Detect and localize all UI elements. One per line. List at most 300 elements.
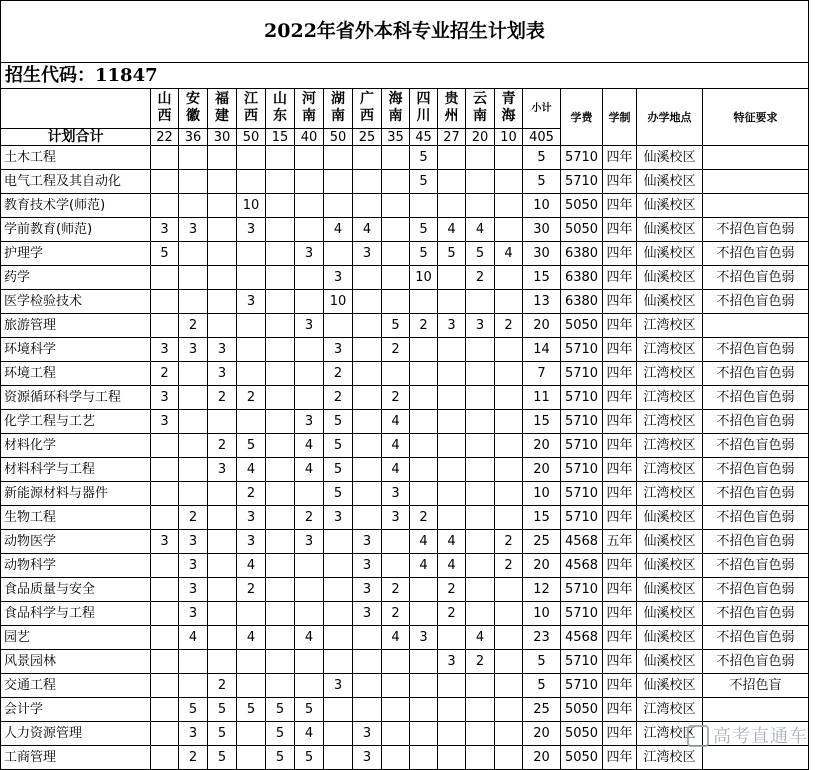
major-name: 交通工程: [1, 674, 151, 698]
province-char-bottom: 西: [360, 108, 374, 124]
province-total: 30: [208, 129, 237, 146]
tuition-cell: 5710: [561, 362, 603, 386]
quota-cell: [324, 650, 353, 674]
quota-cell: [466, 458, 495, 482]
quota-cell: [438, 194, 466, 218]
table-row: [1, 314, 809, 338]
table-row: [1, 242, 809, 266]
quota-cell: [151, 314, 179, 338]
province-header: [237, 89, 266, 129]
quota-cell: [295, 674, 324, 698]
quota-cell: [353, 146, 382, 170]
major-name: 资源循环科学与工程: [1, 386, 151, 410]
quota-cell: [466, 194, 495, 218]
requirement-cell: [703, 194, 809, 218]
quota-cell: 4: [466, 218, 495, 242]
quota-cell: 3: [237, 506, 266, 530]
major-name: 化学工程与工艺: [1, 410, 151, 434]
campus-cell: 仙溪校区: [637, 578, 703, 602]
quota-cell: [151, 602, 179, 626]
quota-cell: [151, 722, 179, 746]
quota-cell: [324, 554, 353, 578]
quota-cell: [438, 146, 466, 170]
quota-cell: [266, 242, 295, 266]
duration-cell: 四年: [603, 314, 637, 338]
quota-cell: [151, 698, 179, 722]
quota-cell: 2: [237, 482, 266, 506]
quota-cell: [237, 146, 266, 170]
subtotal-cell: 15: [523, 506, 561, 530]
province-char-top: 青: [501, 91, 516, 107]
subtotal-cell: 20: [523, 314, 561, 338]
campus-cell: 仙溪校区: [637, 194, 703, 218]
quota-cell: 5: [410, 218, 438, 242]
quota-cell: [266, 194, 295, 218]
quota-cell: [438, 386, 466, 410]
quota-cell: [353, 626, 382, 650]
province-header: [151, 89, 179, 129]
quota-cell: 4: [438, 218, 466, 242]
duration-cell: 四年: [603, 266, 637, 290]
quota-cell: [179, 194, 208, 218]
quota-cell: [179, 650, 208, 674]
table-row: [1, 338, 809, 362]
quota-cell: 4: [237, 626, 266, 650]
quota-cell: [295, 266, 324, 290]
quota-cell: [179, 362, 208, 386]
duration-cell: 四年: [603, 722, 637, 746]
major-name: 医学检验技术: [1, 290, 151, 314]
tuition-cell: 5710: [561, 146, 603, 170]
province-header: [495, 89, 523, 129]
quota-cell: [295, 362, 324, 386]
campus-cell: 江湾校区: [637, 410, 703, 434]
quota-cell: 3: [324, 338, 353, 362]
quota-cell: [324, 314, 353, 338]
requirement-cell: 不招色盲色弱: [703, 242, 809, 266]
quota-cell: [266, 146, 295, 170]
province-char-top: 海: [388, 91, 403, 107]
quota-cell: 4: [410, 530, 438, 554]
tuition-cell: 5050: [561, 218, 603, 242]
quota-cell: [266, 554, 295, 578]
duration-cell: 四年: [603, 482, 637, 506]
duration-cell: 四年: [603, 242, 637, 266]
quota-cell: 2: [237, 386, 266, 410]
quota-cell: [438, 626, 466, 650]
subtotal-cell: 15: [523, 266, 561, 290]
tuition-cell: 6380: [561, 242, 603, 266]
quota-cell: 5: [295, 746, 324, 770]
quota-cell: [324, 722, 353, 746]
duration-cell: 四年: [603, 650, 637, 674]
table-row: [1, 410, 809, 434]
quota-cell: [353, 170, 382, 194]
quota-cell: 2: [466, 266, 495, 290]
province-char-bottom: 西: [157, 108, 172, 124]
province-total: 27: [438, 129, 466, 146]
quota-cell: [466, 362, 495, 386]
quota-cell: [151, 266, 179, 290]
quota-cell: [151, 458, 179, 482]
quota-cell: [208, 554, 237, 578]
requirement-cell: [703, 698, 809, 722]
quota-cell: [495, 458, 523, 482]
duration-cell: 四年: [603, 218, 637, 242]
campus-cell: 仙溪校区: [637, 146, 703, 170]
quota-cell: [151, 170, 179, 194]
quota-cell: 2: [438, 602, 466, 626]
subtotal-cell: 7: [523, 362, 561, 386]
subtotal-cell: 5: [523, 146, 561, 170]
quota-cell: 4: [324, 218, 353, 242]
quota-cell: [382, 530, 410, 554]
duration-cell: 四年: [603, 602, 637, 626]
requirement-cell: 不招色盲色弱: [703, 530, 809, 554]
quota-cell: [266, 338, 295, 362]
quota-cell: [466, 146, 495, 170]
table-row: [1, 530, 809, 554]
quota-cell: 3: [179, 554, 208, 578]
quota-cell: [266, 626, 295, 650]
major-name: 风景园林: [1, 650, 151, 674]
quota-cell: [266, 506, 295, 530]
quota-cell: [266, 410, 295, 434]
watermark-text: 高考直通车: [713, 726, 808, 747]
duration-cell: 四年: [603, 146, 637, 170]
quota-cell: [410, 194, 438, 218]
quota-cell: 3: [353, 746, 382, 770]
quota-cell: 5: [410, 242, 438, 266]
table-row: [1, 362, 809, 386]
major-name: 食品质量与安全: [1, 578, 151, 602]
quota-cell: [495, 290, 523, 314]
quota-cell: 2: [438, 578, 466, 602]
quota-cell: [208, 626, 237, 650]
subtotal-cell: 11: [523, 386, 561, 410]
quota-cell: 5: [324, 482, 353, 506]
province-total: 22: [151, 129, 179, 146]
subtotal-cell: 20: [523, 746, 561, 770]
quota-cell: 2: [179, 506, 208, 530]
quota-cell: [208, 578, 237, 602]
province-header: [179, 89, 208, 129]
province-char-bottom: 南: [388, 108, 403, 124]
quota-cell: [410, 650, 438, 674]
campus-cell: 江湾校区: [637, 434, 703, 458]
quota-cell: [208, 242, 237, 266]
quota-cell: 3: [353, 578, 382, 602]
quota-cell: [382, 554, 410, 578]
campus-cell: 江湾校区: [637, 482, 703, 506]
bus-logo-icon: [687, 725, 709, 747]
quota-cell: 3: [179, 338, 208, 362]
campus-cell: 仙溪校区: [637, 650, 703, 674]
province-char-top: 湖: [331, 91, 345, 107]
quota-cell: [382, 746, 410, 770]
province-char-bottom: 西: [244, 108, 258, 124]
quota-cell: [324, 146, 353, 170]
quota-cell: [353, 698, 382, 722]
quota-cell: [237, 242, 266, 266]
table-row: [1, 218, 809, 242]
province-total: 50: [324, 129, 353, 146]
quota-cell: 2: [410, 314, 438, 338]
major-name: 食品科学与工程: [1, 602, 151, 626]
quota-cell: [353, 434, 382, 458]
quota-cell: 3: [179, 530, 208, 554]
quota-cell: 3: [237, 530, 266, 554]
quota-cell: [295, 194, 324, 218]
tuition-cell: 5710: [561, 506, 603, 530]
quota-cell: [495, 386, 523, 410]
quota-cell: 3: [438, 650, 466, 674]
quota-cell: 4: [495, 242, 523, 266]
watermark: [687, 722, 808, 748]
requirement-cell: 不招色盲色弱: [703, 266, 809, 290]
quota-cell: [410, 458, 438, 482]
tuition-cell: 5050: [561, 698, 603, 722]
tuition-cell: 5710: [561, 578, 603, 602]
quota-cell: 10: [410, 266, 438, 290]
quota-cell: [237, 266, 266, 290]
quota-cell: 3: [151, 530, 179, 554]
province-header: [324, 89, 353, 129]
quota-cell: 5: [324, 458, 353, 482]
tuition-cell: 5710: [561, 602, 603, 626]
quota-cell: [208, 650, 237, 674]
quota-cell: [495, 146, 523, 170]
quota-cell: [495, 674, 523, 698]
quota-cell: 4: [382, 434, 410, 458]
quota-cell: [353, 290, 382, 314]
quota-cell: [237, 602, 266, 626]
province-header: [466, 89, 495, 129]
quota-cell: 3: [438, 314, 466, 338]
duration-cell: 四年: [603, 434, 637, 458]
requirement-cell: 不招色盲色弱: [703, 458, 809, 482]
quota-cell: [353, 410, 382, 434]
duration-cell: 四年: [603, 410, 637, 434]
quota-cell: [410, 482, 438, 506]
quota-cell: 3: [179, 578, 208, 602]
province-header: [410, 89, 438, 129]
campus-cell: 仙溪校区: [637, 218, 703, 242]
subtotal-cell: 15: [523, 410, 561, 434]
campus-cell: 江湾校区: [637, 314, 703, 338]
table-row: [1, 194, 809, 218]
table-row: [1, 698, 809, 722]
tuition-cell: 5050: [561, 194, 603, 218]
quota-cell: [495, 482, 523, 506]
requirement-cell: 不招色盲色弱: [703, 482, 809, 506]
province-total: 36: [179, 129, 208, 146]
quota-cell: [438, 674, 466, 698]
quota-cell: [208, 482, 237, 506]
header-corner: [1, 89, 151, 129]
quota-cell: [295, 170, 324, 194]
quota-cell: [382, 722, 410, 746]
quota-cell: [266, 650, 295, 674]
quota-cell: 3: [151, 338, 179, 362]
quota-cell: 10: [237, 194, 266, 218]
quota-cell: [353, 458, 382, 482]
major-name: 材料科学与工程: [1, 458, 151, 482]
duration-cell: 四年: [603, 170, 637, 194]
quota-cell: 3: [324, 506, 353, 530]
quota-cell: 5: [410, 170, 438, 194]
quota-cell: [237, 722, 266, 746]
quota-cell: 4: [466, 626, 495, 650]
quota-cell: [295, 146, 324, 170]
major-name: 环境工程: [1, 362, 151, 386]
table-row: [1, 602, 809, 626]
quota-cell: [382, 674, 410, 698]
quota-cell: 5: [151, 242, 179, 266]
quota-cell: [495, 626, 523, 650]
quota-cell: 3: [295, 410, 324, 434]
subtotal-cell: 20: [523, 722, 561, 746]
quota-cell: [438, 698, 466, 722]
quota-cell: [438, 410, 466, 434]
quota-cell: [208, 266, 237, 290]
quota-cell: 10: [324, 290, 353, 314]
quota-cell: [208, 146, 237, 170]
major-name: 园艺: [1, 626, 151, 650]
quota-cell: [295, 338, 324, 362]
province-header: [295, 89, 324, 129]
quota-cell: [495, 602, 523, 626]
subtotal-cell: 10: [523, 482, 561, 506]
campus-cell: 仙溪校区: [637, 674, 703, 698]
quota-cell: [324, 746, 353, 770]
quota-cell: [237, 674, 266, 698]
quota-cell: 2: [495, 554, 523, 578]
quota-cell: [324, 578, 353, 602]
subtotal-cell: 25: [523, 698, 561, 722]
requirement-cell: [703, 146, 809, 170]
quota-cell: 3: [179, 602, 208, 626]
quota-cell: [410, 698, 438, 722]
quota-cell: 3: [237, 290, 266, 314]
campus-cell: 仙溪校区: [637, 242, 703, 266]
duration-cell: 四年: [603, 554, 637, 578]
quota-cell: [495, 410, 523, 434]
quota-cell: [382, 146, 410, 170]
quota-cell: [151, 578, 179, 602]
major-name: 教育技术学(师范): [1, 194, 151, 218]
province-header: [438, 89, 466, 129]
quota-cell: [410, 578, 438, 602]
subtotal-cell: 5: [523, 170, 561, 194]
table-row: [1, 626, 809, 650]
quota-cell: 3: [324, 266, 353, 290]
quota-cell: [438, 506, 466, 530]
quota-cell: [410, 290, 438, 314]
requirement-cell: [703, 314, 809, 338]
table-row: [1, 266, 809, 290]
quota-cell: [382, 170, 410, 194]
quota-cell: 2: [179, 314, 208, 338]
quota-cell: 2: [324, 362, 353, 386]
quota-cell: [382, 362, 410, 386]
campus-cell: 江湾校区: [637, 338, 703, 362]
quota-cell: [324, 194, 353, 218]
quota-cell: [382, 290, 410, 314]
quota-cell: [495, 506, 523, 530]
quota-cell: [410, 674, 438, 698]
quota-cell: 4: [382, 626, 410, 650]
quota-cell: 3: [466, 314, 495, 338]
quota-cell: 3: [295, 530, 324, 554]
tuition-cell: 5710: [561, 170, 603, 194]
campus-cell: 仙溪校区: [637, 530, 703, 554]
quota-cell: 4: [353, 218, 382, 242]
quota-cell: [295, 290, 324, 314]
major-name: 环境科学: [1, 338, 151, 362]
quota-cell: [353, 506, 382, 530]
duration-cell: 四年: [603, 698, 637, 722]
major-name: 人力资源管理: [1, 722, 151, 746]
province-total: 20: [466, 129, 495, 146]
quota-cell: [266, 578, 295, 602]
quota-cell: [466, 722, 495, 746]
quota-cell: [495, 434, 523, 458]
quota-cell: 3: [208, 362, 237, 386]
tuition-cell: 4568: [561, 530, 603, 554]
duration-cell: 四年: [603, 386, 637, 410]
quota-cell: [266, 290, 295, 314]
quota-cell: 4: [295, 722, 324, 746]
quota-cell: [208, 314, 237, 338]
requirement-cell: 不招色盲色弱: [703, 554, 809, 578]
quota-cell: [151, 146, 179, 170]
quota-cell: [438, 722, 466, 746]
quota-cell: 5: [295, 698, 324, 722]
quota-cell: [237, 314, 266, 338]
tuition-cell: 5710: [561, 410, 603, 434]
quota-cell: [410, 362, 438, 386]
subtotal-cell: 23: [523, 626, 561, 650]
quota-cell: 2: [295, 506, 324, 530]
quota-cell: 4: [179, 626, 208, 650]
quota-cell: 3: [382, 482, 410, 506]
quota-cell: [237, 650, 266, 674]
quota-cell: [353, 386, 382, 410]
requirement-cell: 不招色盲色弱: [703, 386, 809, 410]
campus-cell: 仙溪校区: [637, 170, 703, 194]
major-name: 旅游管理: [1, 314, 151, 338]
quota-cell: 2: [324, 386, 353, 410]
quota-cell: [179, 290, 208, 314]
quota-cell: 3: [353, 554, 382, 578]
requirement-cell: 不招色盲色弱: [703, 602, 809, 626]
admission-code: 招生代码：11847: [1, 63, 295, 89]
tuition-cell: 5050: [561, 722, 603, 746]
duration-cell: 四年: [603, 626, 637, 650]
quota-cell: [382, 218, 410, 242]
tuition-cell: 4568: [561, 554, 603, 578]
requirement-cell: [703, 746, 809, 770]
quota-cell: 2: [208, 434, 237, 458]
campus-cell: 仙溪校区: [637, 506, 703, 530]
tuition-cell: 6380: [561, 266, 603, 290]
major-name: 药学: [1, 266, 151, 290]
quota-cell: [438, 746, 466, 770]
quota-cell: [179, 146, 208, 170]
quota-cell: 3: [151, 386, 179, 410]
quota-cell: [495, 170, 523, 194]
